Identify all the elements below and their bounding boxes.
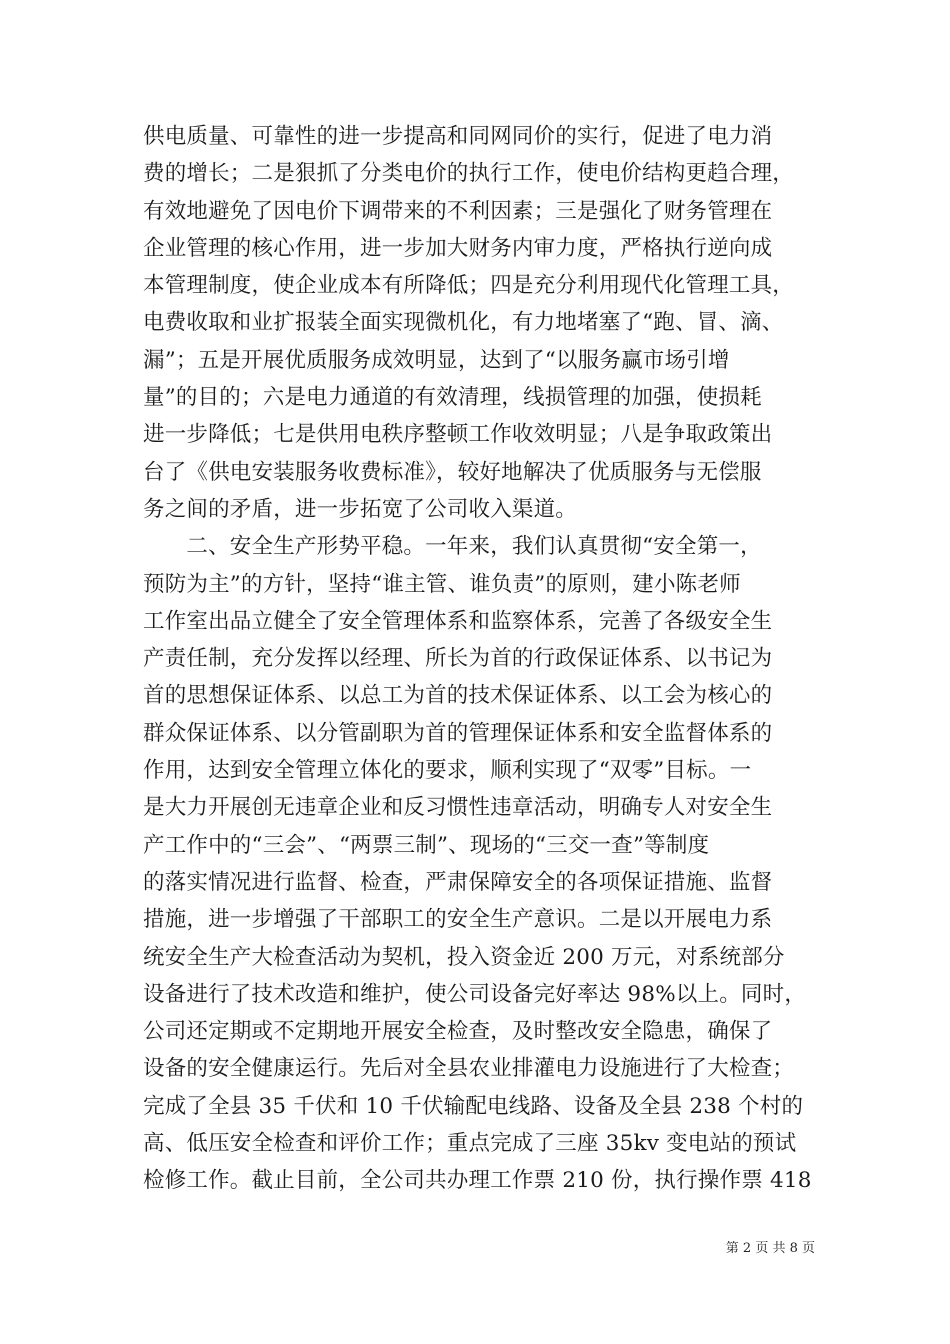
text-line: 统安全生产大检查活动为契机，投入资金近 200 万元，对系统部分: [143, 944, 785, 970]
text-line: 产责任制，充分发挥以经理、所长为首的行政保证体系、以书记为: [143, 646, 773, 672]
text-line: 设备进行了技术改造和维护，使公司设备完好率达 98%以上。同时，: [143, 981, 807, 1007]
text-line: 首的思想保证体系、以总工为首的技术保证体系、以工会为核心的: [143, 683, 773, 709]
text-line: 费的增长；二是狠抓了分类电价的执行工作，使电价结构更趋合理，: [143, 161, 795, 187]
text-line: 作用，达到安全管理立体化的要求，顺利实现了“双零”目标。一: [143, 758, 752, 784]
text-line: 设备的安全健康运行。先后对全县农业排灌电力设施进行了大检查；: [143, 1056, 795, 1082]
text-line: 本管理制度，使企业成本有所降低；四是充分利用现代化管理工具，: [143, 273, 795, 299]
text-line: 措施，进一步增强了干部职工的安全生产意识。二是以开展电力系: [143, 907, 773, 933]
text-line: 的落实情况进行监督、检查，严肃保障安全的各项保证措施、监督: [143, 869, 773, 895]
text-line: 电费收取和业扩报装全面实现微机化，有力地堵塞了“跑、冒、滴、: [143, 310, 784, 336]
text-line: 有效地避免了因电价下调带来的不利因素；三是强化了财务管理在: [143, 198, 773, 224]
text-line: 务之间的矛盾，进一步拓宽了公司收入渠道。: [143, 496, 578, 522]
text-line: 企业管理的核心作用，进一步加大财务内审力度，严格执行逆向成: [143, 235, 773, 261]
text-line: 产工作中的“三会”、“两票三制”、现场的“三交一查”等制度: [143, 832, 710, 858]
text-line: 工作室出品立健全了安全管理体系和监察体系，完善了各级安全生: [143, 608, 773, 634]
text-line: 是大力开展创无违章企业和反习惯性违章活动，明确专人对安全生: [143, 795, 773, 821]
text-line: 完成了全县 35 千伏和 10 千伏输配电线路、设备及全县 238 个村的: [143, 1093, 804, 1119]
text-line: 台了《供电安装服务收费标准》，较好地解决了优质服务与无偿服: [143, 459, 762, 485]
text-line: 群众保证体系、以分管副职为首的管理保证体系和安全监督体系的: [143, 720, 773, 746]
text-line: 高、低压安全检查和评价工作；重点完成了三座 35kv 变电站的预试: [143, 1131, 797, 1157]
text-line: 公司还定期或不定期地开展安全检查，及时整改安全隐患，确保了: [143, 1019, 773, 1045]
text-line: 进一步降低；七是供用电秩序整顿工作收效明显；八是争取政策出: [143, 422, 773, 448]
text-line: 二、安全生产形势平稳。一年来，我们认真贯彻“安全第一，: [143, 534, 762, 560]
text-line: 漏”；五是开展优质服务成效明显，达到了“以服务赢市场引增: [143, 347, 730, 373]
text-line: 预防为主”的方针，坚持“谁主管、谁负责”的原则，建小陈老师: [143, 571, 741, 597]
body-text: [143, 118, 813, 1200]
text-line: 检修工作。截止目前，全公司共办理工作票 210 份，执行操作票 418: [143, 1168, 812, 1194]
page-number-footer: 第 2 页 共 8 页: [725, 1241, 815, 1256]
text-line: 供电质量、可靠性的进一步提高和同网同价的实行，促进了电力消: [143, 124, 773, 149]
text-line: 量”的目的；六是电力通道的有效清理，线损管理的加强，使损耗: [143, 385, 762, 411]
